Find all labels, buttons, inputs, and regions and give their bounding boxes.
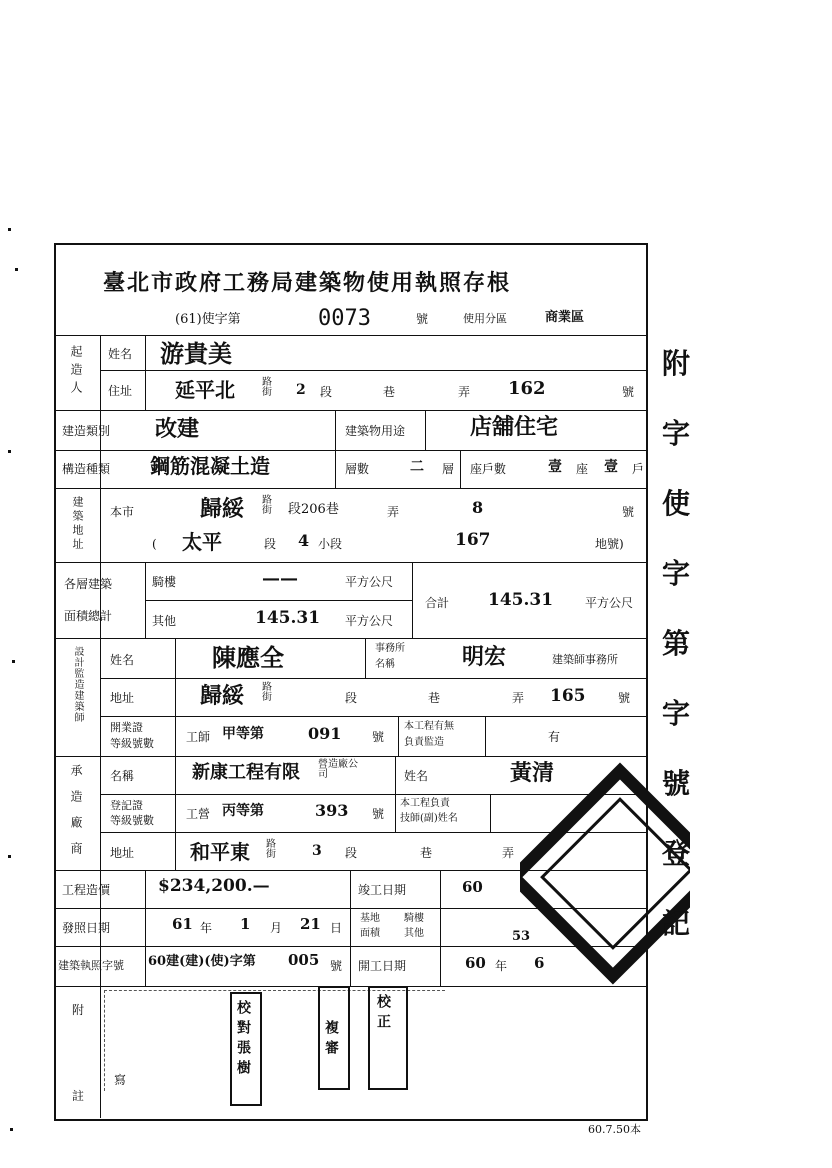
architect-addr-label: 地址 — [110, 691, 135, 705]
margin-char: 第 — [662, 627, 691, 660]
architect-office-label-a: 事務所 — [375, 643, 405, 654]
col-bottom-a — [145, 870, 146, 986]
scan-speck — [15, 268, 18, 271]
site-city: 本市 — [110, 505, 135, 519]
architect-addr-lane: 巷 — [428, 691, 441, 705]
col-type-r — [425, 410, 426, 450]
permit-number: 0073 — [318, 306, 371, 331]
architect-addr-road: 路街 — [262, 682, 272, 703]
owner-addr-a: 延平北 — [175, 378, 235, 402]
architect-office-value: 明宏 — [462, 644, 507, 670]
architect-supervise-value: 有 — [548, 730, 561, 744]
cost-label: 工程造價 — [62, 883, 111, 897]
area-unit-2: 平方公尺 — [345, 614, 394, 628]
contractor-person-value: 黃清 — [510, 760, 555, 786]
complete-label: 竣工日期 — [358, 883, 407, 897]
margin-column — [662, 347, 691, 980]
area-other-value: 145.31 — [255, 608, 321, 628]
review-stamp-b-text: 複審 — [323, 1020, 339, 1060]
permit-label: 建築執照字號 — [58, 959, 124, 972]
contractor-addr-value: 和平東 — [190, 840, 250, 864]
architect-supervise-label-a: 本工程有無 — [404, 721, 454, 732]
rule-9 — [100, 678, 648, 679]
issue-day-unit: 日 — [330, 921, 343, 935]
architect-name-value: 陳應全 — [212, 643, 284, 672]
owner-name-label: 姓名 — [108, 347, 133, 361]
architect-addr-no-value: 165 — [550, 686, 586, 706]
site-section-label: 建築地址 — [71, 496, 84, 552]
notes-label-a: 附 — [72, 1003, 85, 1017]
base-label-b: 面積 — [360, 928, 380, 939]
architect-name-label: 姓名 — [110, 653, 135, 667]
contractor-tech-label-a: 本工程負責 — [400, 798, 450, 809]
margin-char: 使 — [662, 487, 691, 520]
owner-addr-no: 號 — [622, 385, 635, 399]
permit-value: 60建(建)(使)字第 — [148, 954, 256, 969]
col-con-b — [395, 756, 396, 832]
units-value-a: 壹 — [548, 459, 562, 475]
owner-section-label: 起造人 — [69, 345, 83, 399]
site-no-value: 8 — [472, 498, 484, 517]
start-month: 6 — [534, 954, 545, 972]
contractor-tech-label-b: 技師(副)姓名 — [400, 813, 458, 824]
contractor-reg-label-b: 等級號數 — [110, 814, 154, 827]
building-type-label: 建造類別 — [62, 424, 111, 438]
site-subsec-value: 4 — [298, 531, 310, 550]
issue-day: 21 — [300, 915, 321, 933]
units-label: 座戶數 — [470, 462, 507, 476]
rule-4 — [54, 450, 648, 451]
contractor-name-label: 名稱 — [110, 769, 135, 783]
building-use-value: 店舖住宅 — [470, 414, 559, 440]
base-value: 53 — [512, 929, 531, 944]
col-area-r — [412, 562, 413, 638]
units-value-b: 壹 — [604, 459, 618, 475]
contractor-name-value: 新康工程有限 — [192, 762, 300, 783]
architect-license-label-a: 開業證 — [110, 721, 143, 734]
architect-license-label-b: 等級號數 — [110, 737, 154, 750]
architect-addr-alley: 弄 — [512, 691, 525, 705]
notes-label-b: 註 — [72, 1089, 85, 1103]
units-unit-b: 戶 — [632, 462, 645, 476]
architect-addr-value: 歸綏 — [200, 683, 245, 709]
complete-value: 60 — [462, 878, 483, 896]
base-other: 其他 — [404, 928, 424, 939]
col-arch-a — [175, 638, 176, 756]
owner-addr-no-value: 162 — [508, 378, 546, 399]
permit-suffix: 號 — [416, 312, 429, 326]
area-arcade-value: —— — [262, 568, 298, 589]
area-unit-1: 平方公尺 — [345, 575, 394, 589]
contractor-addr-lane: 巷 — [420, 846, 433, 860]
site-seg-lane: 段206巷 — [288, 502, 339, 517]
col-arch-c — [398, 716, 399, 756]
area-total-value: 145.31 — [488, 590, 554, 610]
col-left — [100, 335, 101, 1118]
architect-section-label: 設計監造建築師 — [72, 646, 83, 723]
col-bottom-b — [350, 870, 351, 986]
rule-7 — [145, 600, 412, 601]
margin-char: 字 — [662, 417, 691, 450]
start-label: 開工日期 — [358, 959, 407, 973]
permit-number-suffix: 號 — [330, 959, 343, 973]
margin-char: 登 — [662, 837, 691, 870]
site-lot-value: 167 — [455, 530, 491, 550]
col-arch-d — [485, 716, 486, 756]
zone-value: 商業區 — [545, 310, 585, 325]
owner-addr-b: 2 — [296, 382, 306, 398]
issue-month-unit: 月 — [270, 921, 283, 935]
site-road-unit: 路街 — [262, 495, 272, 516]
area-total-label: 合計 — [425, 596, 450, 610]
contractor-reg-c: 393 — [315, 801, 349, 820]
architect-office-label-b: 名稱 — [375, 659, 395, 670]
col-con-a — [175, 756, 176, 870]
architect-office-suffix: 建築師事務所 — [552, 653, 618, 666]
col-owner-label — [145, 335, 146, 410]
area-arcade-label: 騎樓 — [152, 575, 177, 589]
architect-supervise-label-b: 負責監造 — [404, 737, 444, 748]
contractor-reg-b: 丙等第 — [222, 803, 264, 819]
contractor-addr-road: 路街 — [266, 839, 276, 860]
area-unit-3: 平方公尺 — [585, 596, 634, 610]
contractor-reg-label-a: 登記證 — [110, 799, 143, 812]
scan-speck — [8, 228, 11, 231]
area-other-label: 其他 — [152, 614, 177, 628]
contractor-addr-alley: 弄 — [502, 846, 515, 860]
architect-license-a: 工師 — [186, 730, 211, 744]
site-district: 太平 — [182, 530, 222, 554]
architect-license-c: 091 — [308, 724, 342, 743]
building-use-label: 建築物用途 — [345, 424, 406, 438]
margin-char: 附 — [662, 347, 691, 380]
permit-prefix: (61)使字第 — [175, 312, 241, 327]
area-label-b: 面積總計 — [64, 609, 113, 623]
zone-label: 使用分區 — [463, 312, 507, 325]
site-seg: 段 — [264, 537, 277, 551]
site-road: 歸綏 — [200, 496, 245, 522]
floors-label: 層數 — [345, 462, 370, 476]
site-no-unit: 號 — [622, 505, 635, 519]
permit-number-value: 005 — [288, 951, 320, 969]
notes-copy: 寫 — [114, 1073, 127, 1087]
units-unit-a: 座 — [576, 462, 589, 476]
issue-month: 1 — [240, 915, 251, 933]
issue-label: 發照日期 — [62, 921, 111, 935]
margin-char: 記 — [662, 907, 691, 940]
site-alley: 弄 — [387, 505, 400, 519]
structure-value: 鋼筋混凝土造 — [150, 454, 270, 478]
col-type-mid — [335, 410, 336, 450]
structure-label: 構造種類 — [62, 462, 111, 476]
start-year-unit: 年 — [495, 959, 508, 973]
issue-year-unit: 年 — [200, 921, 213, 935]
contractor-section-label: 承造廠商 — [69, 764, 83, 868]
contractor-reg-no: 號 — [372, 807, 385, 821]
scan-speck — [8, 855, 11, 858]
scan-speck — [10, 1128, 13, 1131]
owner-addr-alley: 弄 — [458, 385, 471, 399]
contractor-addr-label: 地址 — [110, 846, 135, 860]
floors-unit: 層 — [442, 462, 455, 476]
document-title: 臺北市政府工務局建築物使用執照存根 — [103, 270, 512, 296]
area-label-a: 各層建築 — [64, 577, 113, 591]
contractor-addr-b: 3 — [312, 843, 322, 859]
owner-addr-label: 住址 — [108, 384, 133, 398]
col-floors — [335, 450, 336, 488]
margin-char: 號 — [662, 767, 691, 800]
contractor-person-label: 姓名 — [404, 769, 429, 783]
architect-license-no: 號 — [372, 730, 385, 744]
rule-6 — [54, 562, 648, 563]
owner-name-value: 游貴美 — [160, 339, 232, 368]
site-open-paren: ( — [152, 537, 157, 551]
architect-license-b: 甲等第 — [222, 726, 264, 742]
issue-year: 61 — [172, 915, 193, 933]
rule-1 — [54, 335, 648, 336]
col-arch-b — [365, 638, 366, 678]
margin-char: 字 — [662, 557, 691, 590]
contractor-reg-a: 工營 — [186, 807, 211, 821]
footer-print-info: 60.7.50本 — [588, 1123, 641, 1136]
review-stamp-a-text: 校對張樹 — [235, 1000, 251, 1080]
col-area — [145, 562, 146, 638]
contractor-name-suffix: 營造廠公司 — [318, 759, 358, 780]
rule-2 — [100, 370, 648, 371]
architect-addr-seg: 段 — [345, 691, 358, 705]
building-type-value: 改建 — [155, 416, 200, 442]
col-bottom-c — [440, 870, 441, 986]
rule-8 — [54, 638, 648, 639]
rule-3 — [54, 410, 648, 411]
architect-addr-no: 號 — [618, 691, 631, 705]
col-con-c — [490, 794, 491, 832]
col-floors-r — [460, 450, 461, 488]
cost-value: $234,200.— — [158, 876, 270, 896]
review-stamp-c-text: 校正 — [375, 994, 391, 1034]
owner-addr-road: 路街 — [262, 377, 272, 398]
site-subsec: 小段 — [318, 537, 343, 551]
margin-char: 字 — [662, 697, 691, 730]
floors-value: 二 — [410, 459, 424, 475]
owner-addr-lane: 巷 — [383, 385, 396, 399]
base-arcade: 騎樓 — [404, 913, 424, 924]
base-label-a: 基地 — [360, 913, 380, 924]
site-lot-unit: 地號) — [595, 537, 624, 551]
owner-addr-seg: 段 — [320, 385, 333, 399]
scan-speck — [8, 450, 11, 453]
rule-5 — [54, 488, 648, 489]
scan-speck — [12, 660, 15, 663]
start-year: 60 — [465, 954, 486, 972]
contractor-addr-seg: 段 — [345, 846, 358, 860]
